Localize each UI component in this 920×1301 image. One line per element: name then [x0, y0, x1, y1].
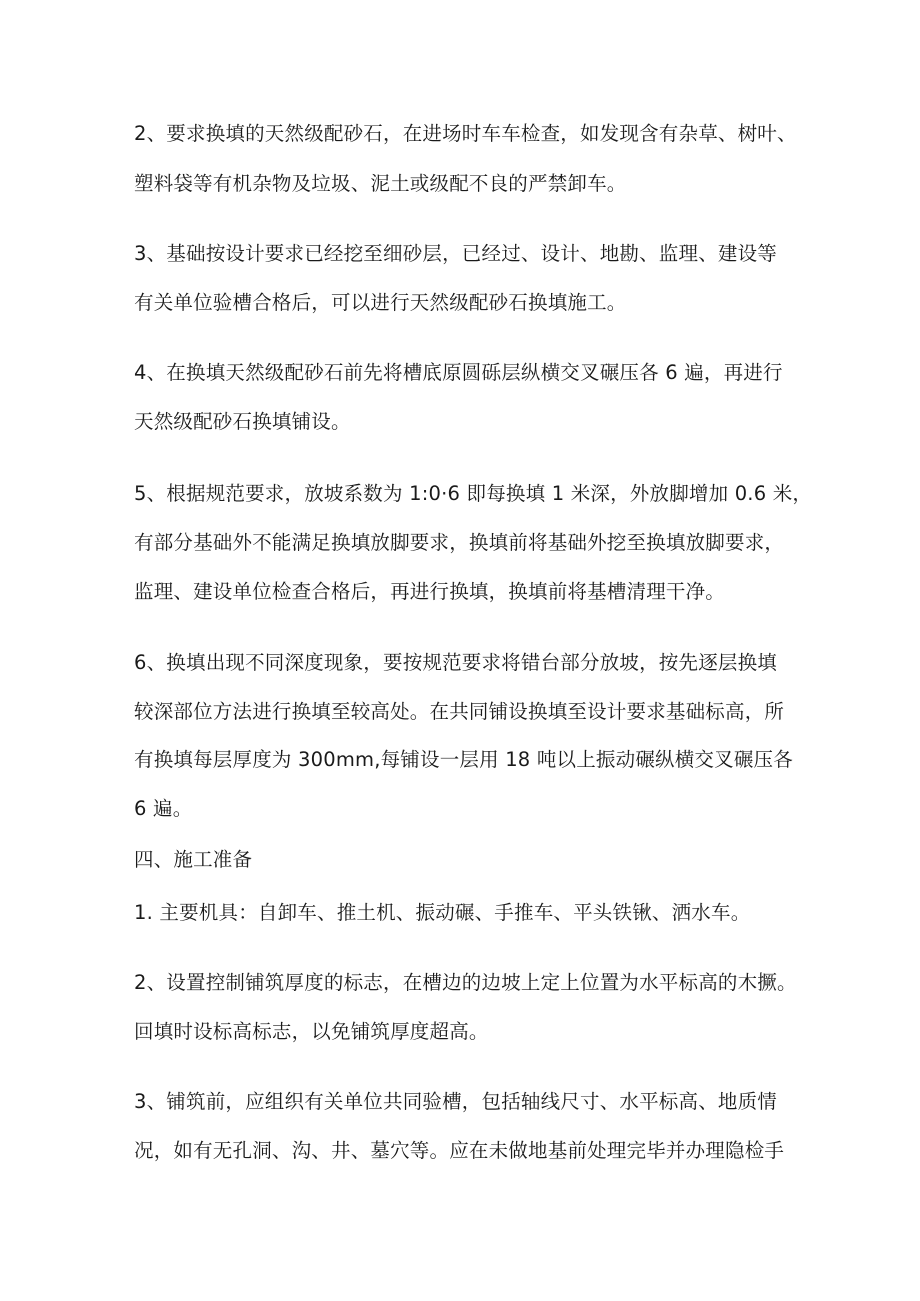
prep-item-2-line-1: 2、设置控制铺筑厚度的标志，在槽边的边坡上定上位置为水平标高的木撅。	[134, 971, 797, 994]
paragraph-6-line-4: 6 遍。	[134, 797, 193, 820]
paragraph-4-line-1: 4、在换填天然级配砂石前先将槽底原圆砾层纵横交叉碾压各 6 遍，再进行	[134, 361, 783, 384]
prep-item-2-line-2: 回填时设标高标志，以免铺筑厚度超高。	[134, 1020, 489, 1043]
section-heading-construction-prep: 四、施工准备	[134, 848, 253, 871]
paragraph-4-line-2: 天然级配砂石换填铺设。	[134, 410, 351, 433]
paragraph-5-line-2: 有部分基础外不能满足换填放脚要求，换填前将基础外挖至换填放脚要求，	[134, 531, 785, 554]
paragraph-2-line-2: 塑料袋等有机杂物及垃圾、泥土或级配不良的严禁卸车。	[134, 172, 627, 195]
paragraph-5-line-1: 5、根据规范要求，放坡系数为 1:0·6 即每换填 1 米深，外放脚增加 0.6 米，	[134, 482, 813, 505]
prep-item-1: 1. 主要机具：自卸车、推土机、振动碾、手推车、平头铁锹、洒水车。	[134, 901, 751, 924]
paragraph-3-line-2: 有关单位验槽合格后，可以进行天然级配砂石换填施工。	[134, 291, 627, 314]
prep-item-3-line-2: 况，如有无孔洞、沟、井、墓穴等。应在未做地基前处理完毕并办理隐检手	[134, 1139, 785, 1162]
prep-item-3-line-1: 3、铺筑前，应组织有关单位共同验槽，包括轴线尺寸、水平标高、地质情	[134, 1090, 778, 1113]
paragraph-5-line-3: 监理、建设单位检查合格后，再进行换填，换填前将基槽清理干净。	[134, 580, 726, 603]
paragraph-2-line-1: 2、要求换填的天然级配砂石，在进场时车车检查，如发现含有杂草、树叶、	[134, 122, 797, 145]
paragraph-6-line-3: 有换填每层厚度为 300mm,每铺设一层用 18 吨以上振动碾纵横交叉碾压各	[134, 748, 793, 771]
paragraph-3-line-1: 3、基础按设计要求已经挖至细砂层，已经过、设计、地勘、监理、建设等	[134, 242, 778, 265]
paragraph-6-line-2: 较深部位方法进行换填至较高处。在共同铺设换填至设计要求基础标高，所	[134, 700, 785, 723]
paragraph-6-line-1: 6、换填出现不同深度现象，要按规范要求将错台部分放坡，按先逐层换填	[134, 651, 778, 674]
